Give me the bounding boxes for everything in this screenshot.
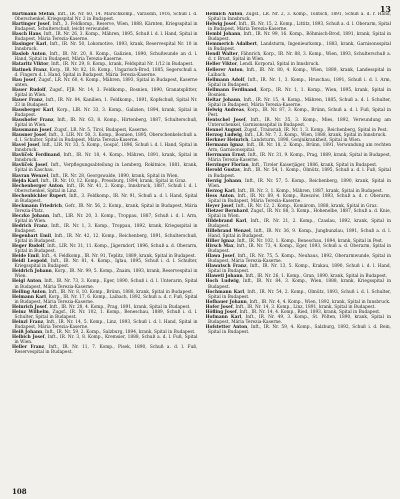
list-entry [206,32,392,42]
entry-name: Hofbauer Johann [205,299,247,305]
entry-details: Lendl. Korporal, Spital in Innsbruck. [239,62,320,68]
entry-details: Inft., IR. Nr. 57, 5. Komp., Reichenberg, 1890, krank, Spital in Wien. [208,178,391,189]
entry-separator: , [41,279,45,285]
entry-details: Inft., IR. Nr. 99, 16. Komp., Böhmisch-Brod, 1891, krank, Spital in Budapest. [208,32,391,43]
entry-separator: , [245,117,251,123]
entry-details: Inft., IR. Nr. 4, 4. Komp., Wien, 1892, krank, Spital in Innsbruck. [249,299,391,305]
entry-separator: , [35,77,39,83]
entry-name: Hellmann Ferdinand [205,87,257,93]
entry-name: Hillebrand Wenzel [205,229,251,235]
entry-name: Hauer Franz [12,97,43,103]
entry-separator: , [53,107,57,113]
entry-name: Hendl Walter [205,52,238,58]
entry-name: Havlíček Ferdinand [12,153,60,159]
entry-details: Inft., IR. Nr. 8, 10. Komp., Brünn, 1888, krank, Spital in Budapest. [48,289,194,295]
entry-details: Inft., IR. Nr. 54, 2. Komp., Olmütz, 1893, Schuß i. d. l. Schulter, Spital in Budapest. [208,289,391,300]
entry-name: Heger Rudolf [12,244,45,250]
list-entry [206,42,392,52]
list-entry [12,214,198,224]
entry-name: Höfling Josef [205,309,237,315]
entry-name: Hlawa Josef [205,254,235,260]
list-entry [206,279,392,289]
entry-details: Korp., IR. Nr. 82, 18. Komp., Ungarisch-Brod, 1885, Segerschuß a. d. Fingern d. l. Hand, Spital in Budapest, Mária Terezia-Kaserne. [14,67,198,78]
entry-separator: , [38,254,42,260]
entry-separator: , [48,173,51,179]
entry-separator: , [46,42,50,48]
entry-details: Inft., IR. Nr. 54, 1. Komp., Olmütz, 1895, Schuß a. d. l. Fuß, Spital in Budapest. [208,168,391,179]
entry-details: Inft., IR. Nr. 73, 4. Komp., Eger, 1893, Schuß a. d. Oberarm, Spital in Budapest. [208,244,391,255]
entry-details: Korp., LIR. Nr. 33, 3. Komp., Galizien, 1894, krank, Spital in Budapest. [14,107,198,118]
entry-name: Heinz Wilhelm [12,309,49,315]
entry-separator: , [51,269,55,275]
entry-details: Zugsf., IR. Nr. 102, 1. Komp., Beneschau, 1889, Schuß i. d. l. Schulter, Spital in Budapest. [14,309,198,320]
left-column [12,12,198,485]
entry-separator: , [47,223,52,229]
entry-details: Inft., IR. Nr. 41, 2. Komp., Innsbruck, 1887, Schuß l. d. l. Oberschenkel, Spital in Linz. [14,183,198,194]
list-entry [206,143,392,153]
entry-details: Inft., IR. Nr. 15, 2. Komp., Littitz, 1893, Schuß a. d. l. Oberarm, Spital in Budapest, Mária Terezia-Kaserne. [208,22,391,33]
list-entry [12,88,198,98]
entry-name: Heczko Johann [12,213,50,219]
entry-details: Inft., LR. Nr. 7, 2. Komp., Wien, 1888, krank, Spital in Innsbruck. [244,133,387,139]
entry-name: Hedrich Franz [12,223,48,229]
entry-separator: , [45,294,49,300]
entry-separator: , [44,335,48,340]
entry-name: Hataritz Viktor [12,62,49,68]
entry-details: Inft., IR. Nr. 1, 3. Komp., Hruschau, 1891, Schuß i. d. l. Arm, Spital in Budapest. [208,77,391,88]
entry-separator: , [242,67,247,73]
entry-details: Inft., IR. Nr. 3, 8. Komp., Kremsier, 1888, Schuß a. d. l. Fuß, Spital in Wien. [14,335,198,346]
entry-details: Inft., IR. Nr. 59, 4. Komp., Salzburg, 1892, Schuß i. d. Bein, Spital in Budapest. [208,324,391,335]
list-entry [12,234,198,244]
entry-separator: , [54,12,58,17]
entry-details: Inft., LIR. Nr. 20, 3. Komp., Troppau, 1887, Schuß i. d. l. Arm, Spital in Wien. [14,213,198,224]
entry-name: Hau Josef [12,77,36,83]
entry-details: Inft., IR. Nr. 35, 3. Komp., Mies, 1892, Verwundung am Unterschenkel, Garnisonsspital in Budapest. [208,117,391,129]
entry-name: Herrmann Ernst [205,153,246,159]
list-entry [12,118,198,128]
list-entry [12,194,198,204]
list-entry [12,335,198,345]
entry-separator: , [248,163,252,169]
list-entry [12,184,198,194]
entry-name: Hembl Johann [205,32,241,38]
entry-details: Inft., LIR. Nr. 33, 5. Komp., Gospić, 1896, Schuß i. d. l. Hand, Spital in Innsbruck. [14,143,198,154]
entry-details: Inft., 3. Feldkomp., Reserve, Wien, 1888, Kärnten, Kriegsspital in Budapest, Schulterschuß, leicht verwundet. [14,22,198,33]
entry-separator: , [234,239,238,245]
entry-details: Inft., IR. Nr. 20, 8. Komp., Galizien, 1890, Schußwunde an d. l. Hand, Spital in Budapest, Mária Terezia-Kaserne. [14,52,198,63]
entry-details: Inft., IR. Nr. 36, 9. Komp., Jungbunzlau, 1891, Schuß a. d. l. Hand, Spital in Budapest. [208,229,391,240]
footer-page-number: 108 [12,487,27,496]
entry-details: Inft., IR. Nr. 84, Kanilien, 1. Feldkomp., 1891, Kopfschuß, Spital Nr. 33 in Budapest. [14,97,198,108]
entry-name: Helwig Andreas [205,107,244,113]
entry-details: Gefr., IR. Nr. 56, 2. Komp., krank, Spital in Budapest, Mária Terezia-Platz. [14,203,198,214]
list-entry [12,12,198,22]
entry-separator: , [236,309,240,315]
entry-details: Inft., IR. Nr. 50, Lokomotive, 1893, krank, Reservespital Nr. 10 in Innsbruck. [14,42,198,53]
entry-separator: , [234,254,238,260]
entry-details: Inft., Tiroler Kaiserjäger, 1886, krank, Spital in Budapest. [251,163,378,169]
list-entry [12,345,198,355]
list-entry [12,78,198,88]
entry-separator: , [43,319,47,325]
entry-name: Hofer Josef [205,304,233,310]
list-entry [206,209,392,219]
entry-separator: , [241,128,245,134]
entry-separator: , [244,289,248,295]
entry-separator: , [244,77,248,83]
entry-details: Inft., IR. Nr. 28, Georgswalde, 1890, krank, Spital in Wien. [50,173,179,179]
entry-name: Hechenberger Anton [12,183,63,189]
list-entry [12,295,198,305]
list-entry [12,320,198,330]
list-entry [12,68,198,78]
entry-separator: , [237,62,240,68]
entry-details: Inft., LIR. Nr. 31, 11. Komp., Jägerndorf, 1896, Schuß a. d. Oberarm, Spital in Budapest. [14,244,198,255]
entry-details: Inft., IR. Nr. 60, 14. Marschkomp., Varasdin, 1916, Schuß l. d. Oberschenkel, Kriegsspital Nr. 2 in Budapest. [14,12,198,23]
entry-separator: , [243,107,248,113]
list-entry [12,153,198,163]
entry-details: Inft., IR. Nr. 59, 2. Komp., Salzburg, 1894, krank, Spital in Budapest. [44,329,196,335]
list-entry [206,22,392,32]
entry-details: Zugsf., IR. Nr. 88, 3. Komp., Hohenelbe, 1887, Schuß a. d. Knie, Spital in Wien. [208,208,391,219]
entry-details: Korp., IR. Nr. 87, 3. Komp., Brünn, Schuß a. d. l. Fuß, Spital in Pest. [208,107,391,118]
entry-name: Helmich Anton [205,12,243,17]
entry-name: Hellerer Anton [205,67,243,73]
list-entry [12,42,198,52]
entry-separator: , [233,193,238,199]
entry-separator: , [49,22,53,28]
entry-name: Hofmann Karl [205,314,242,320]
entry-name: Heimann Karl [12,294,46,300]
entry-separator: , [44,244,48,250]
list-entry [206,244,392,254]
entry-name: Heller Viktor [205,62,238,68]
entry-separator: , [45,52,50,58]
entry-separator: , [50,234,55,240]
list-entry [206,68,392,78]
entry-details: Inft., IR. Nr. 14, 3. Komp., Linz, 1891, krank, Spital in Budapest. [235,304,376,310]
entry-name: Havlíček Josef [12,163,48,169]
entry-separator: , [242,274,246,280]
entry-name: Herzinger Florian [205,163,249,169]
entry-separator: , [38,178,41,184]
list-entry [12,133,198,143]
entry-name: Heckmann Friedrich [12,203,62,209]
entry-name: Heinrich Josef [12,304,47,310]
entry-separator: , [250,229,254,235]
entry-separator: , [240,97,244,103]
entry-details: Inft., IR. Nr. 14, 4. Komp., Ried, 1893, krank, Spital in Budapest. [239,309,381,315]
entry-details: Inft., 4. Feldkomp., IR. Nr. 91, Teplitz, 1889, krank, Spital in Budapest. [41,254,197,260]
entry-details: Inft., IR. Nr. 28, 4. Komp., Prag, 1891, krank, Spital in Budapest. [49,304,191,310]
list-entry [206,98,392,108]
entry-separator: , [44,345,49,351]
list-entry [12,143,198,153]
entry-name: Heigl Anton [12,279,42,285]
entry-name: Hoch Ludwig [205,279,239,285]
entry-name: Hochmann Karl [205,289,245,295]
entry-separator: , [242,12,246,17]
entry-name: Hlawatsch Franz [205,264,247,270]
entry-separator: , [47,163,51,169]
entry-details: Inft., IR. Nr. 31, 9. Komp., Prag, 1889, krank, Spital in Budapest, Mária Terezia-Kaserne. [208,153,391,164]
list-entry [12,98,198,108]
entry-name: Hirsch Max [205,244,234,250]
entry-separator: , [247,208,251,214]
entry-separator: , [45,87,50,93]
entry-details: Zugsf., Trainstab, IR. Nr. 1, 3. Komp., Reichenberg, Spital in Pest. [244,128,388,134]
entry-name: Heiß Johann [12,329,43,335]
list-entry [206,254,392,264]
entry-name: Hofstetter Anton [205,324,248,330]
entry-separator: , [246,218,251,224]
entry-separator: , [240,168,244,174]
entry-name: Hatinek Franz [12,67,47,73]
entry-name: Herzig Johann [205,178,242,184]
entry-name: Hauer Rudolf [12,87,46,93]
entry-details: Inft., IR. Nr. 15, 4. Komp., Mähren, 1885, Schuß a. d. l. Schulter, Spital in Budapest, Mária Terezia-Kaserne. [208,97,391,108]
entry-name: Havel Josef [12,143,40,149]
list-entry [12,244,198,254]
entry-separator: , [48,62,52,68]
list-entry [206,264,392,274]
entry-separator: , [46,304,50,310]
entry-details: Inft., IR. Nr. 3, 1. Komp., Mähren, 1887, krank, Spital in Budapest. [237,188,383,194]
entry-details: Zugsf., LR. Nr. 60, 4. Komp., Mähren, 1893, Spital in Budapest, Kaserne unten. [14,77,198,88]
entry-name: Hejda Karl [12,178,39,184]
entry-details: Inft., IR. Nr. 26, 1. Komp., Gran, 1890, krank, Spital in Budapest. [245,274,388,280]
list-entry [206,108,392,118]
entry-separator: , [51,128,55,134]
entry-name: Hemmerich Adalbert [205,42,257,48]
entry-name: Haslob Anton [12,52,46,58]
entry-details: Inft., 3. Feldkomp., IR. Nr. 91, Schuß a. d. l. Hand, Spital in Budapest. [14,193,198,204]
entry-details: Zugsf., LR. Nr. 5, Tirol, Budapest, Kaserne. [54,128,149,134]
entry-name: Heinzl Franz [12,319,44,325]
entry-details: Inft., IR. Nr. 89, 4. Komp., Rzeszów, 1893, Schuß a. d. r. Oberarm, Spital in Budapest, Mária Terezia-Kaserne. [208,193,391,204]
entry-details: Korp., IR. Nr. 17, 6. Komp., Laibach, 1892, Schuß a. d. r. Fuß, Spital in Budapest, Mária Terezia-Kaserne. [14,294,198,305]
entry-details: Zugsf., FJB. Nr. 14, 3. Feldkomp., Bosnien, 1890, Granatsplitter, Spital in Wien. [14,87,198,98]
list-entry [206,168,392,178]
entry-name: Heltar Johann [205,97,241,103]
entry-details: Inft., IR. Nr. 102, 1. Komp., Beneschau, 1894, krank, Spital in Pest. [237,239,384,245]
entry-separator: , [256,42,261,48]
list-entry [12,310,198,320]
entry-details: Inft., IR. Nr. 10, 12. Komp., Pressburg, 1894, krank, Spital in Graz. [40,178,187,184]
entry-name: Herzog Karl [205,188,235,194]
entry-name: Heidrich Johann [12,269,52,275]
entry-details: Inft., IR. Nr. 14, 5. Komp., Linz, 1893, Schuß i. d. l. Hand, Spital in Budapest, Mária Terezia-Kaserne. [14,319,198,330]
entry-details: Inft., IR. Nr. 63, 8. Komp., Hirtenberg, 1887, Schulterschuß, Spital in Wien. [14,117,198,129]
list-entry [12,224,198,234]
entry-details: Inft., IR. Nr. 11, 7. Komp., Pisek, 1890, Schuß a. d. l. Fuß, Reservespital in Budapest. [14,345,198,356]
entry-name: Haushofer Franz [12,117,54,123]
entry-details: Inft., IR. Nr. 21, 2. Komp., Czaslau, 1892, krank, Spital in Budapest. [208,218,391,229]
entry-name: Hechenbichler Rupert [12,193,66,199]
entry-name: Hildebrand Karl [205,218,247,224]
entry-name: Hasch Hans [12,32,41,38]
entry-name: Herold Gustav [205,168,241,174]
entry-separator: , [240,32,244,38]
entry-name: Hennel August [205,128,242,134]
entry-separator: , [248,138,252,144]
list-entry [12,52,198,62]
list-entry [206,12,392,22]
entry-separator: , [45,133,49,139]
list-entry [206,118,392,128]
entry-separator: , [256,87,261,93]
entry-separator: , [63,183,67,189]
entry-name: Hausberger Karl [12,107,54,113]
entry-name: Herkner Heinrich [205,138,249,144]
entry-name: Heller Franz [12,345,45,351]
entry-details: Korp., IR. Nr. 99, 5. Komp., Znaim, 1893, krank, Reservespital in Wien. [14,269,198,280]
entry-details: Inft., IR. Nr. 49, 3. Komp., St. Pölten, 1890, krank, Spital in Budapest, Mária Terezia-Kaserne. [208,314,391,325]
entry-name: Hentschel Josef [205,117,246,123]
entry-separator: , [65,193,70,199]
entry-name: Helbich Josef [12,335,45,340]
list-entry [206,179,392,189]
list-entry [206,219,392,229]
entry-separator: , [49,213,53,219]
entry-separator: , [235,22,239,28]
entry-name: Hausmann Josef [12,128,52,134]
entry-details: Inft., IR. Nr. 84, 3. Komp., Wien, 1888, krank, Kriegsspital in Budapest. [208,279,391,290]
list-entry [12,163,198,173]
list-entry [12,22,198,32]
entry-details: Inft., IR. Nr. 80, 4. Komp., Wien, 1889, krank, Landesspital in Laibach. [208,67,391,78]
list-entry [12,108,198,118]
entry-details: Inft., IR. Nr. 81, 4. Komp., Iglau, 1895, Schuß i. d. l. Schulter, Kriegsspital in Budapest. [14,259,198,270]
entry-details: Inft., Verpflegungsabteilung in Lemberg, Rokitnice, 1881, krank, Spital in Kaschau. [14,163,198,174]
entry-name: Havran Wenzel [12,173,49,179]
list-entry [12,32,198,42]
page-number: 13 [379,4,391,14]
entry-separator: , [234,188,238,194]
list-entry [206,325,392,335]
entry-name: Heyer Josef [205,203,234,209]
entry-separator: , [241,133,245,139]
entry-separator: , [241,178,246,184]
entry-details: Inft., IR. Nr. 12, 2. Komp., Komárom, 1888, krank, Spital in Graz. [235,203,378,209]
list-entry [206,229,392,239]
entry-name: Hartinger Josef [12,22,50,28]
list-entry [206,52,392,62]
list-entry [12,204,198,214]
entry-name: Heide Emil [12,254,39,260]
entry-name: Hellmann Adolf [205,77,245,83]
list-entry [12,279,198,289]
entry-details: Inft., IR. Nr. 26, 3. Komp., Mähren, 1895, Schuß l. d. l. Hand, Spital in Budapest, Mária Terezia-Kaserne. [14,32,198,43]
text-columns [12,12,391,485]
entry-name: Hess Anton [205,193,234,199]
entry-details: Korp., IR. Nr. 1, 1. Komp., Wien, 1895, krank, Spital in Bosnien. [208,87,391,98]
entry-details: Inft., IR. Nr. 75, 5. Komp., Neuhaus, 1892, Oberarmwunde, Spital in Budapest, Mária Terezia-Kaserne. [208,254,391,265]
entry-separator: , [46,259,51,265]
entry-separator: , [48,309,53,315]
entry-details: Fähnrich, Korp., IR. Nr. 88, 3. Komp., Wien, 1893, Schulterschuß a. d. r. Brust, Spital in Wien. [208,52,391,63]
entry-details: Inft., 3. LIR. Nr. 50, 3. Komp., Bosnien, 1895, Oberschenkelschuß a. d. l. Schulter, Spital in Budapest, Mária Terezia-Kaserne. [14,133,198,144]
entry-separator: , [241,314,246,320]
list-entry [206,315,392,325]
list-entry [206,194,392,204]
entry-details: Inft., IR. Nr. 73, 3. Komp., Eger, 1890, Schuß i. d. l. Unterarm, Spital in Budapest, Mária Terezia-Kaserne. [14,279,198,290]
entry-separator: , [42,97,46,103]
entry-separator: , [232,304,236,310]
entry-separator: , [46,67,50,73]
entry-details: Zugsf., LR. Nr. 2, 3. Komp., Tolitsch, 1891, Schuß a. d. r. Hand, Spital in Innsbruck. [208,12,391,23]
entry-name: Herzog Ludwig [205,133,242,139]
entry-separator: , [59,153,64,159]
list-entry [206,153,392,163]
entry-name: Hietzer Bernhard [205,208,248,214]
entry-details: Inft., IR. Nr. 18, 2. Komp., Brünn, 1891, Verwundung am rechten Arm, Garnisonsspital. [208,143,391,154]
entry-details: Landsturm, Ingenieurkomp., 1883, krank, Garnisonsspital in Budapest. [208,42,391,53]
entry-separator: , [39,143,43,149]
entry-separator: , [233,244,237,250]
list-entry [206,78,392,88]
entry-name: Hegenbart Emil [12,234,51,240]
list-entry [206,88,392,98]
entry-name: Helwig Josef [205,22,236,28]
entry-separator: , [45,289,49,295]
entry-separator: , [245,153,249,159]
entry-name: Hausner Josef [12,133,46,139]
entry-separator: , [243,143,247,149]
list-entry [206,290,392,300]
entry-separator: , [247,324,251,330]
entry-separator: , [42,329,45,335]
entry-separator: , [61,203,65,209]
entry-separator: , [237,52,241,58]
entry-details: Inft., IR. Nr. 13, 5. Komp., Krakau, 1890, Schuß i. d. l. Hand, Spital in Budapest. [208,264,391,275]
entry-separator: , [53,117,58,123]
entry-separator: , [246,299,250,305]
entry-details: Inft., IR. Nr. 29, 8. Komp., krank, Feldspital Nr. 1/12 in Budapest. [51,62,194,68]
entry-name: Heiling Anton [12,289,46,295]
entry-details: Landsturm, 1898, Gonjnikrankheit, Spital in Wien. [251,138,362,144]
entry-name: Hartmann Stefan [12,12,55,17]
entry-name: Hlaweti Johann [205,274,243,280]
right-column [206,12,392,485]
entry-name: Hasinger Karl [12,42,47,48]
entry-separator: , [238,279,244,285]
entry-details: Inft., IR. Nr. 18, 4. Komp., Mähren, 1891, krank, Spital in Innsbruck. [14,153,198,164]
list-entry [12,269,198,279]
entry-separator: , [233,203,236,209]
entry-name: Hiller Ignaz [205,239,235,245]
entry-separator: , [246,264,250,270]
entry-details: Inft., IR. Nr. 1, 3. Komp., Troppau, 1892, krank, Kriegsspital in Budapest. [14,223,198,235]
entry-details: Inft., IR. Nr. 42, 12. Komp., Reichenberg, 1891, Schulterschuß, Spital in Budapest. [14,234,198,245]
list-entry [12,259,198,269]
entry-name: Hermann Ignaz [205,143,244,149]
entry-name: Heidl Leopold [12,259,47,265]
entry-separator: , [40,32,44,38]
